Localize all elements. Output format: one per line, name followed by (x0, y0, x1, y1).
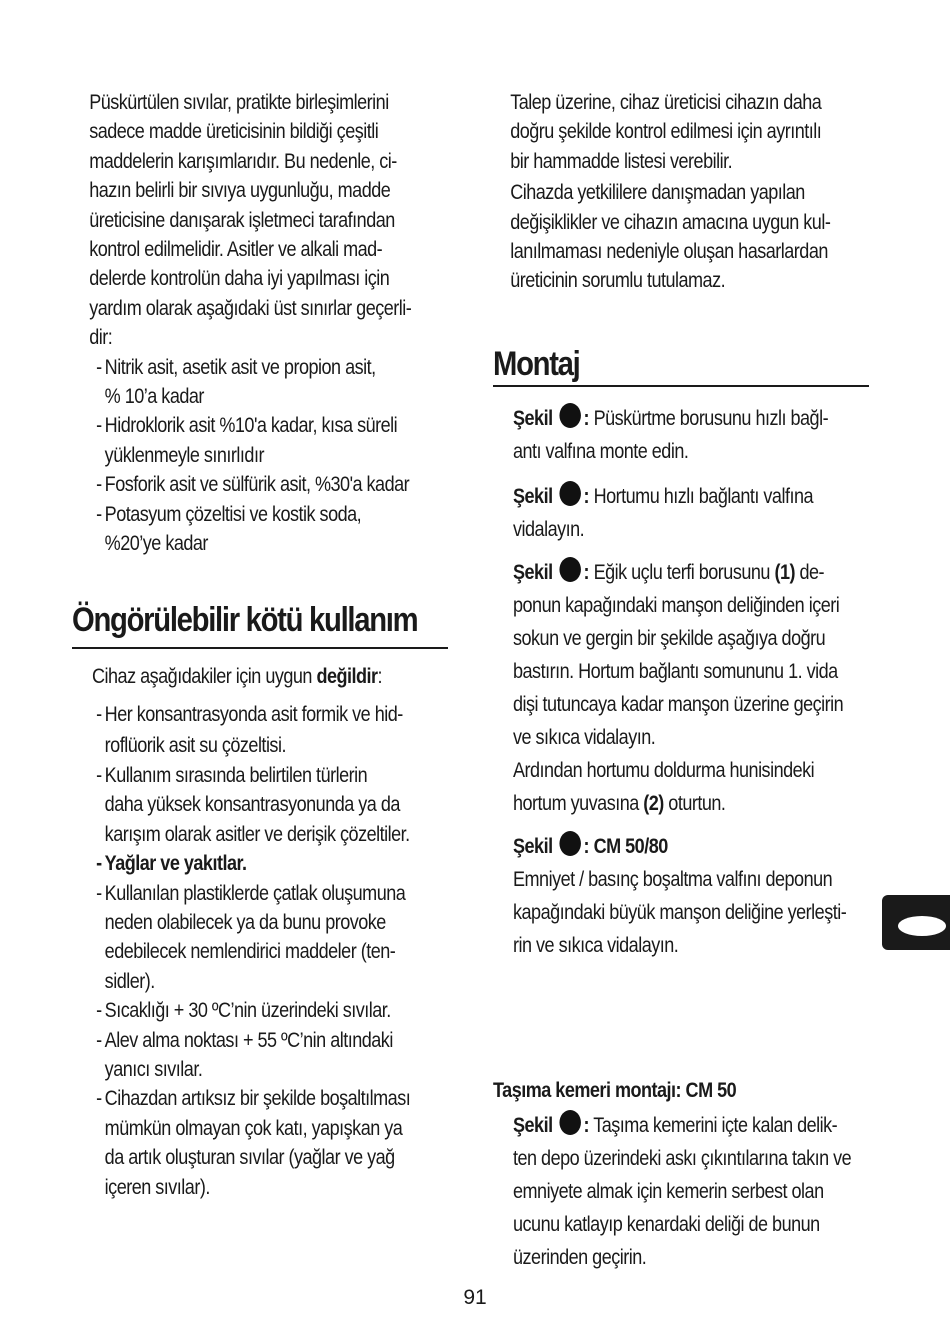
montaj-heading: Montaj (493, 345, 580, 383)
misuse-intro: Cihaz aşağıdakiler için uygun değildir: (92, 665, 383, 688)
misuse-rule (72, 647, 448, 649)
intro-paragraph: Püskürtülen sıvılar, pratikte birleşimlerini sadece madde üreticisinin bildiği çeşitli maddelerin karışımlarıdır. Bu nedenle, ci- hazın belirli bir sıvıya uygunluğu, madde üreticisine danışarak işletmeci tarafından kontrol edilmelidir. Asitler ve alkali mad- delerde kontrolün daha iyi yapılması için yardım olarak aşağıdaki üst sınırlar geçerli- dir: (89, 91, 412, 350)
list-item: - Sıcaklığı + 30 ºC’nin üzerindeki sıvılar. (96, 999, 391, 1023)
belt-heading: Taşıma kemeri montajı: CM 50 (493, 1079, 737, 1102)
list-item: - Cihazdan artıksız bir şekilde boşaltılması mümkün olmayan çok katı, yapışkan ya da artık oluşturan sıvılar (yağlar ve yağ içeren sıvılar). (96, 1087, 411, 1199)
liability-paragraph: Cihazda yetkililere danışmadan yapılan değişiklikler ve cihazın amacına uygun kul- lanılmaması nedeniyle oluşan hasarlardan üreticinin sorumlu tutulamaz. (510, 181, 831, 293)
montaj-rule (493, 385, 869, 387)
figure-marker-icon (559, 831, 581, 856)
supplier-paragraph: Talep üzerine, cihaz üreticisi cihazın daha doğru şekilde kontrol edilmesi için ayrıntılı bir hammadde listesi verebilir. (510, 91, 822, 173)
step-2: Şekil : Hortumu hızlı bağlantı valfına vidalayın. (513, 480, 889, 546)
page-number: 91 (463, 1286, 487, 1309)
list-item: - Yağlar ve yakıtlar. (96, 852, 247, 876)
list-item: - Fosforik asit ve sülfürik asit, %30'a kadar (96, 473, 410, 497)
figure-marker-icon (559, 403, 581, 428)
step-5: Şekil : Taşıma kemerini içte kalan delik- ten depo üzerindeki askı çıkıntılarına takın ve emniyete almak için kemerin serbest olan ucunu katlayıp kenardaki deliği de bunun üzerinden geçirin. (513, 1109, 889, 1274)
step-3: Şekil : Eğik uçlu terfi borusunu (1) de- ponun kapağındaki manşon deliğinden içeri sokun ve gergin bir şekilde aşağıya doğru bastırın. Hortum bağlantı somununu 1. vida dişi tutuncaya kadar manşon üzerine geçirin ve sıkıca vidalayın. Ardından hortumu doldurma hunisindeki hortum yuvasına (2) oturtun. (513, 556, 889, 820)
list-item: - Kullanım sırasında belirtilen türlerin daha yüksek konsantrasyonunda ya da karışım olarak asitler ve derişik çözeltiler. (96, 764, 410, 846)
language-tab (882, 895, 950, 950)
step-1: Şekil : Püskürtme borusunu hızlı bağl- antı valfına monte edin. (513, 402, 889, 468)
language-tab-oval (898, 916, 946, 936)
left-column (72, 88, 448, 1199)
misuse-heading: Öngörülebilir kötü kullanım (72, 601, 418, 639)
misuse-list (72, 699, 448, 1202)
list-item: - Potasyum çözeltisi ve kostik soda, %20’ye kadar (96, 502, 362, 556)
list-item: - Kullanılan plastiklerde çatlak oluşumuna neden olabilecek ya da bunu provoke edebilecek nemlendirici maddeler (ten- sidler). (96, 881, 406, 993)
list-item: - Her konsantrasyonda asit formik ve hid- roflüorik asit su çözeltisi. (96, 703, 403, 757)
limits-list (72, 353, 465, 559)
list-item: - Alev alma noktası + 55 ºC’nin altındaki yanıcı sıvılar. (96, 1028, 393, 1082)
step-4: Şekil : CM 50/80 Emniyet / basınç boşaltma valfını deponun kapağındaki büyük manşon deliğine yerleşti- rin ve sıkıca vidalayın. (513, 830, 889, 962)
figure-marker-icon (559, 481, 581, 506)
figure-marker-icon (559, 1110, 581, 1135)
figure-marker-icon (559, 557, 581, 582)
list-item: - Hidroklorik asit %10'a kadar, kısa süreli yüklenmeyle sınırlıdır (96, 414, 398, 467)
right-column (493, 88, 869, 1269)
list-item: - Nitrik asit, asetik asit ve propion asit, % 10’a kadar (96, 355, 376, 409)
